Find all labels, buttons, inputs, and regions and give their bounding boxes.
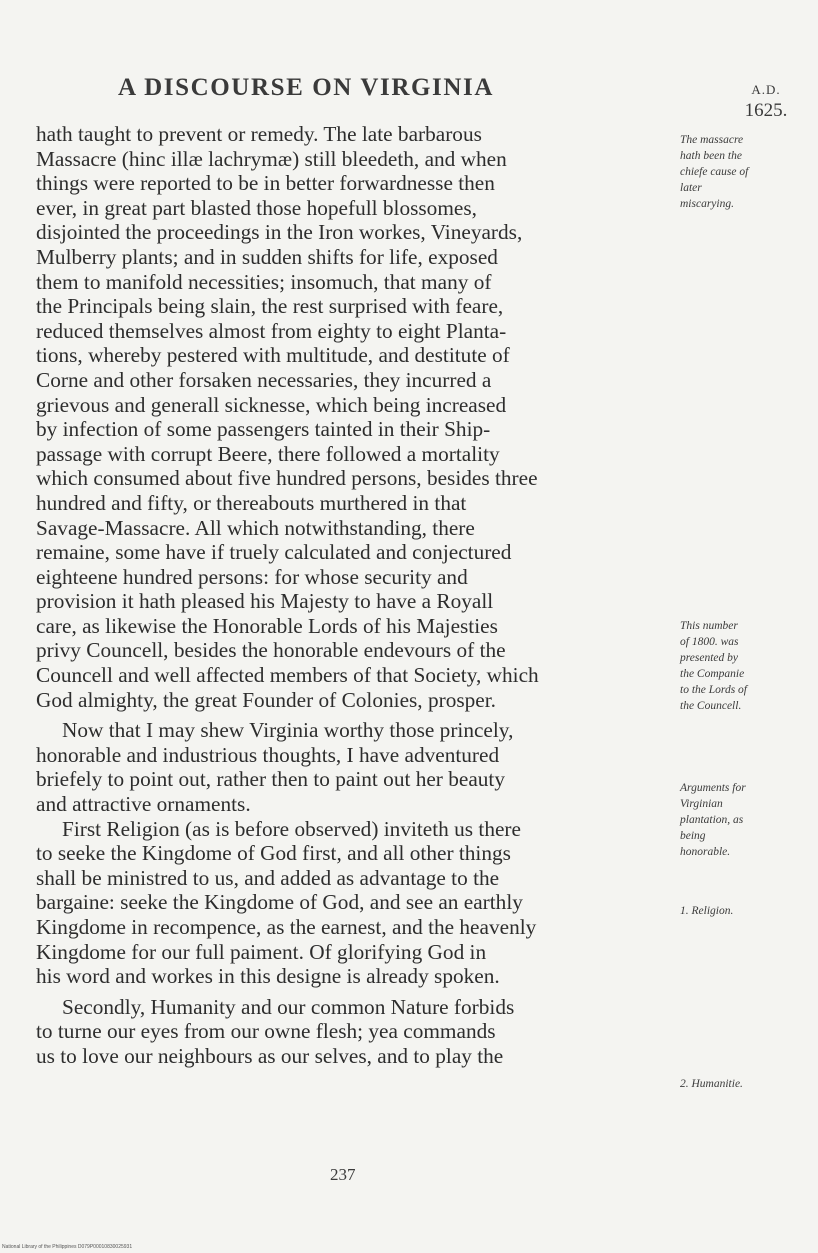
margin-note-number (680, 618, 810, 714)
margin-note-religion (680, 903, 810, 919)
text-line: grievous and generall sicknesse, which being increased (36, 392, 507, 417)
text-line: Kingdome in recompence, as the earnest, and the heavenly (36, 915, 537, 939)
margin-note-line: being (680, 830, 706, 842)
body-text (36, 122, 670, 1069)
paragraph-4 (36, 995, 670, 1069)
text-line: tions, whereby pestered with multitude, and destitute of (36, 343, 510, 368)
text-line: the Principals being slain, the rest surprised with feare, (36, 294, 504, 319)
text-line: provision it hath pleased his Majesty to have a Royall (36, 589, 494, 614)
text-line: Now that I may shew Virginia worthy those princely, (62, 718, 514, 743)
margin-note-line: This number (680, 620, 738, 632)
margin-note-line: presented by (680, 652, 739, 664)
paragraph-3 (36, 817, 670, 989)
footer-credit: National Library of the Philippines D079P00010830025931 (2, 1244, 133, 1250)
text-line: Secondly, Humanity and our common Nature forbids (62, 994, 515, 1019)
paragraph-2 (36, 718, 670, 816)
text-line: bargaine: seeke the Kingdome of God, and see an earthly (36, 890, 523, 915)
year-block (736, 82, 796, 122)
text-line: eighteene hundred persons: for whose security and (36, 564, 468, 589)
text-line: things were reported to be in better forwardnesse then (36, 171, 495, 196)
page-number: 237 (330, 1165, 356, 1184)
margin-note-line: honorable. (680, 846, 731, 858)
margin-note-line: hath been the (680, 150, 742, 162)
text-line: Savage-Massacre. All which notwithstanding, there (36, 515, 475, 540)
year-value: 1625. (744, 100, 788, 121)
margin-note-line: the Companie (680, 668, 745, 680)
margin-note-line: miscarying. (680, 198, 734, 210)
text-line: briefely to point out, rather then to paint out her beauty (36, 767, 505, 792)
text-line: remaine, some have if truely calculated and conjectured (36, 540, 512, 565)
margin-note-line: of 1800. was (680, 636, 739, 648)
text-line: God almighty, the great Founder of Colonies, prosper. (36, 687, 496, 712)
running-title: A DISCOURSE ON VIRGINIA (118, 74, 494, 101)
text-line: shall be ministred to us, and added as advantage to the (36, 865, 500, 890)
text-line: his word and workes in this designe is already spoken. (36, 964, 500, 989)
text-line: Kingdome for our full paiment. Of glorifying God in (36, 939, 487, 964)
text-line: ever, in great part blasted those hopefull blossomes, (36, 195, 477, 220)
year-label: A.D. (751, 82, 781, 97)
text-line: Corne and other forsaken necessaries, they incurred a (36, 367, 492, 392)
text-line: and attractive ornaments. (36, 792, 251, 817)
text-line: which consumed about five hundred persons, besides three (36, 466, 538, 491)
text-line: to seeke the Kingdome of God first, and all other things (36, 841, 511, 866)
margin-note-humanitie (680, 1076, 810, 1092)
text-line: by infection of some passengers tainted in their Ship- (36, 417, 491, 442)
margin-note-line: plantation, as (680, 814, 744, 826)
text-line: care, as likewise the Honorable Lords of his Majesties (36, 613, 498, 638)
text-line: them to manifold necessities; insomuch, that many of (36, 269, 492, 294)
text-line: us to love our neighbours as our selves, and to play the (36, 1043, 504, 1068)
margin-note-line: the Councell. (680, 700, 742, 712)
text-line: disjointed the proceedings in the Iron workes, Vineyards, (36, 220, 523, 245)
margin-note-line: 2. Humanitie. (680, 1078, 743, 1090)
text-line: Mulberry plants; and in sudden shifts for life, exposed (36, 244, 498, 269)
margin-note-arguments (680, 780, 810, 860)
margin-note-line: The massacre (680, 134, 744, 146)
text-line: hath taught to prevent or remedy. The late barbarous (36, 122, 482, 146)
text-line: Councell and well affected members of that Society, which (36, 663, 539, 688)
text-line: passage with corrupt Beere, there followed a mortality (36, 441, 500, 466)
text-line: honorable and industrious thoughts, I have adventured (36, 742, 500, 767)
margin-note-line: later (680, 182, 702, 194)
paragraph-1 (36, 122, 670, 712)
margin-note-line: Virginian (680, 798, 723, 810)
margin-note-line: chiefe cause of (680, 166, 749, 178)
margin-note-line: 1. Religion. (680, 905, 734, 917)
margin-note-line: Arguments for (680, 782, 746, 794)
margin-note-line: to the Lords of (680, 684, 747, 696)
text-line: to turne our eyes from our owne flesh; yea commands (36, 1019, 496, 1044)
text-line: reduced themselves almost from eighty to eight Planta- (36, 318, 507, 343)
text-line: Massacre (hinc illæ lachrymæ) still bleedeth, and when (36, 146, 507, 171)
margin-note-massacre (680, 132, 810, 212)
text-line: privy Councell, besides the honorable endevours of the (36, 638, 506, 663)
text-line: First Religion (as is before observed) inviteth us there (62, 816, 521, 841)
text-line: hundred and fifty, or thereabouts murthered in that (36, 490, 467, 515)
